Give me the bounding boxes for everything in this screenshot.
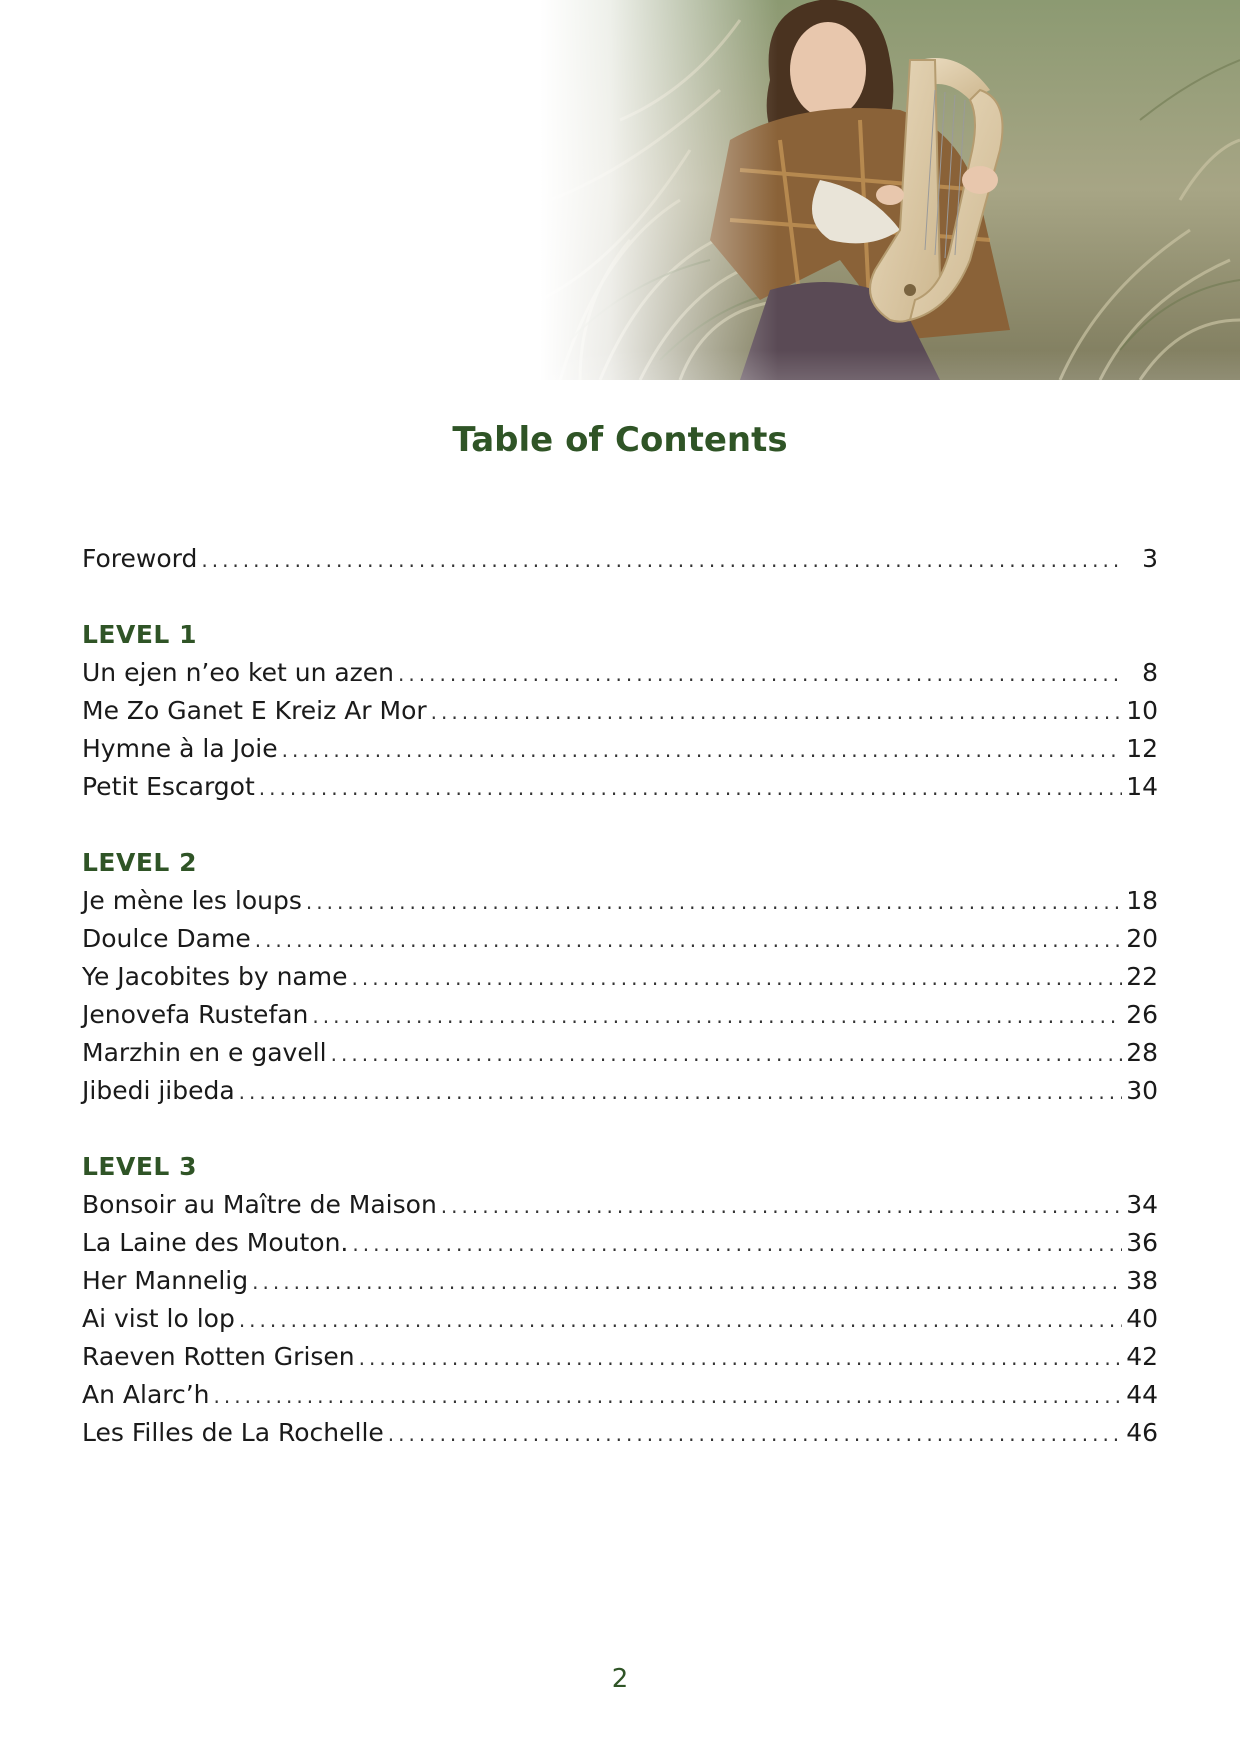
toc-entry-label: Foreword (82, 544, 198, 573)
toc-entry[interactable] (82, 654, 1158, 692)
dot-leader (214, 1377, 1123, 1415)
toc-entry[interactable] (82, 692, 1158, 730)
toc-entry-label: Les Filles de La Rochelle (82, 1418, 384, 1447)
dot-leader (359, 1339, 1123, 1377)
toc-entry[interactable] (82, 1072, 1158, 1110)
table-of-contents (82, 540, 1158, 1452)
dot-leader (252, 1263, 1122, 1301)
dot-leader (352, 959, 1123, 997)
toc-entry-label: Un ejen n’eo ket un azen (82, 658, 395, 687)
toc-entry-page: 22 (1126, 962, 1158, 991)
toc-entry-page: 28 (1126, 1038, 1158, 1067)
toc-entry-label: Her Mannelig (82, 1266, 249, 1295)
toc-entry-label: Petit Escargot (82, 772, 255, 801)
toc-entry-page: 38 (1126, 1266, 1158, 1295)
toc-entry[interactable] (82, 1376, 1158, 1414)
toc-entry[interactable] (82, 1414, 1158, 1452)
page-title: Table of Contents (452, 420, 788, 460)
toc-entry-page: 42 (1126, 1342, 1158, 1371)
toc-entry-label: Ai vist lo lop (82, 1304, 235, 1333)
toc-entry[interactable] (82, 1224, 1158, 1262)
toc-entry-label: Doulce Dame (82, 924, 251, 953)
toc-entry-page: 36 (1126, 1228, 1158, 1257)
page-number: 2 (611, 1664, 629, 1694)
toc-entry[interactable] (82, 1034, 1158, 1072)
toc-entry[interactable] (82, 1262, 1158, 1300)
toc-entry-page: 12 (1126, 734, 1158, 763)
toc-entry-page: 20 (1126, 924, 1158, 953)
toc-entry-label: Raeven Rotten Grisen (82, 1342, 355, 1371)
dot-leader (201, 541, 1124, 579)
toc-entry-page: 34 (1126, 1190, 1158, 1219)
toc-entry[interactable] (82, 1338, 1158, 1376)
toc-entry-page: 26 (1126, 1000, 1158, 1029)
toc-entry[interactable] (82, 1186, 1158, 1224)
dot-leader (255, 921, 1122, 959)
toc-entry-page: 14 (1126, 772, 1158, 801)
toc-entry-label: La Laine des Mouton. (82, 1228, 349, 1257)
toc-entry-page: 8 (1142, 658, 1158, 687)
toc-entry-page: 30 (1126, 1076, 1158, 1105)
toc-entry-label: Je mène les loups (82, 886, 302, 915)
toc-entry-label: Hymne à la Joie (82, 734, 278, 763)
dot-leader (441, 1187, 1122, 1225)
dot-leader (352, 1225, 1122, 1263)
dot-leader (388, 1415, 1122, 1453)
level-heading: LEVEL 3 (82, 1152, 197, 1181)
dot-leader (398, 655, 1124, 693)
toc-entry[interactable] (82, 730, 1158, 768)
dot-leader (239, 1301, 1122, 1339)
toc-entry-label: Me Zo Ganet E Kreiz Ar Mor (82, 696, 427, 725)
spacer (82, 806, 1158, 844)
spacer (82, 1110, 1158, 1148)
dot-leader (259, 769, 1122, 807)
toc-entry[interactable] (82, 882, 1158, 920)
toc-entry-foreword[interactable] (82, 540, 1158, 578)
dot-leader (306, 883, 1122, 921)
spacer (82, 578, 1158, 616)
toc-entry[interactable] (82, 768, 1158, 806)
dot-leader (282, 731, 1123, 769)
toc-entry-label: An Alarc’h (82, 1380, 210, 1409)
dot-leader (431, 693, 1123, 731)
level-heading: LEVEL 2 (82, 848, 197, 877)
header-photo (540, 0, 1240, 380)
level-heading: LEVEL 1 (82, 620, 197, 649)
toc-entry-label: Jibedi jibeda (82, 1076, 235, 1105)
toc-entry-page: 3 (1142, 544, 1158, 573)
photo-fade-bottom (540, 350, 1240, 380)
toc-entry-label: Jenovefa Rustefan (82, 1000, 309, 1029)
toc-entry-page: 46 (1126, 1418, 1158, 1447)
toc-entry-label: Ye Jacobites by name (82, 962, 348, 991)
toc-entry[interactable] (82, 996, 1158, 1034)
toc-entry-label: Marzhin en e gavell (82, 1038, 327, 1067)
toc-entry-page: 10 (1126, 696, 1158, 725)
dot-leader (312, 997, 1122, 1035)
dot-leader (239, 1073, 1123, 1111)
toc-entry-page: 40 (1126, 1304, 1158, 1333)
toc-entry[interactable] (82, 1300, 1158, 1338)
toc-entry-page: 44 (1126, 1380, 1158, 1409)
toc-entry[interactable] (82, 920, 1158, 958)
toc-entry-label: Bonsoir au Maître de Maison (82, 1190, 437, 1219)
dot-leader (331, 1035, 1123, 1073)
girl-playing-harp-image (540, 0, 1240, 380)
toc-entry[interactable] (82, 958, 1158, 996)
toc-entry-page: 18 (1126, 886, 1158, 915)
